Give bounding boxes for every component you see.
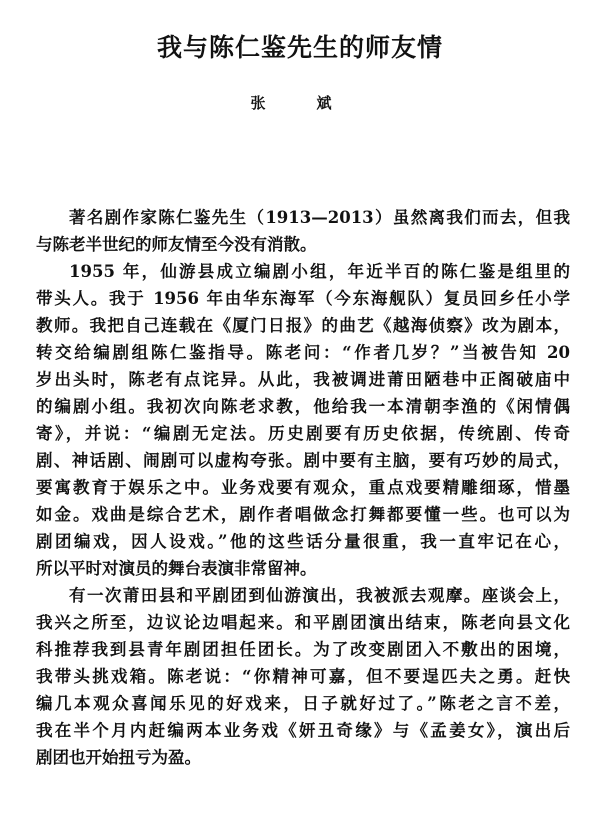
article-title: 我与陈仁鉴先生的师友情 (156, 33, 443, 62)
text-line: 我兴之所至，边议论边唱起来。和平剧团演出结束，陈老向县文化 (36, 613, 570, 632)
text-line: 岁出头时，陈老有点诧异。从此，我被调进莆田陋巷中正阁破庙中 (36, 370, 570, 389)
text-line: 科推荐我到县青年剧团担任团长。为了改变剧团入不敷出的困境， (36, 640, 570, 659)
text-line: 如金。戏曲是综合艺术，剧作者唱做念打舞都要懂一些。也可以为 (36, 505, 570, 524)
paragraph (36, 582, 570, 771)
text-line: 剧、神话剧、闹剧可以虚构夸张。剧中要有主脑，要有巧妙的局式， (36, 451, 570, 470)
text-line: 带头人。我于 1956 年由华东海军（今东海舰队）复员回乡任小学 (36, 289, 570, 308)
text-line: 我在半个月内赶编两本业务戏《妍丑奇缘》与《孟姜女》，演出后 (36, 721, 570, 740)
text-line: 所以平时对演员的舞台表演非常留神。 (36, 559, 317, 578)
text-line: 与陈老半世纪的师友情至今没有消散。 (36, 235, 317, 254)
article-author: 张 斌 (250, 94, 350, 112)
article-body (36, 204, 570, 771)
text-line: 寄》，并说：“编剧无定法。历史剧要有历史依据，传统剧、传奇 (36, 424, 570, 443)
paragraph (36, 258, 570, 582)
text-line: 剧团编戏，因人设戏。”他的这些话分量很重，我一直牢记在心， (36, 532, 570, 551)
text-line: 的编剧小组。我初次向陈老求教，他给我一本清朝李渔的《闲情偶 (36, 397, 570, 416)
text-line: 我带头挑戏箱。陈老说：“你精神可嘉，但不要逞匹夫之勇。赶快 (36, 667, 570, 686)
text-line: 转交给编剧组陈仁鉴指导。陈老问：“作者几岁？”当被告知 20 (36, 343, 570, 362)
text-line: 要寓教育于娱乐之中。业务戏要有观众，重点戏要精雕细琢，惜墨 (36, 478, 570, 497)
text-line: 1955 年，仙游县成立编剧小组，年近半百的陈仁鉴是组里的 (69, 262, 570, 281)
text-line: 著名剧作家陈仁鉴先生（1913—2013）虽然离我们而去，但我 (69, 208, 570, 227)
text-line: 有一次莆田县和平剧团到仙游演出，我被派去观摩。座谈会上， (69, 586, 570, 605)
text-line: 教师。我把自己连载在《厦门日报》的曲艺《越海侦察》改为剧本， (36, 316, 570, 335)
text-line: 编几本观众喜闻乐见的好戏来，日子就好过了。”陈老之言不差， (36, 694, 570, 713)
paragraph (36, 204, 570, 258)
text-line: 剧团也开始扭亏为盈。 (36, 748, 201, 767)
